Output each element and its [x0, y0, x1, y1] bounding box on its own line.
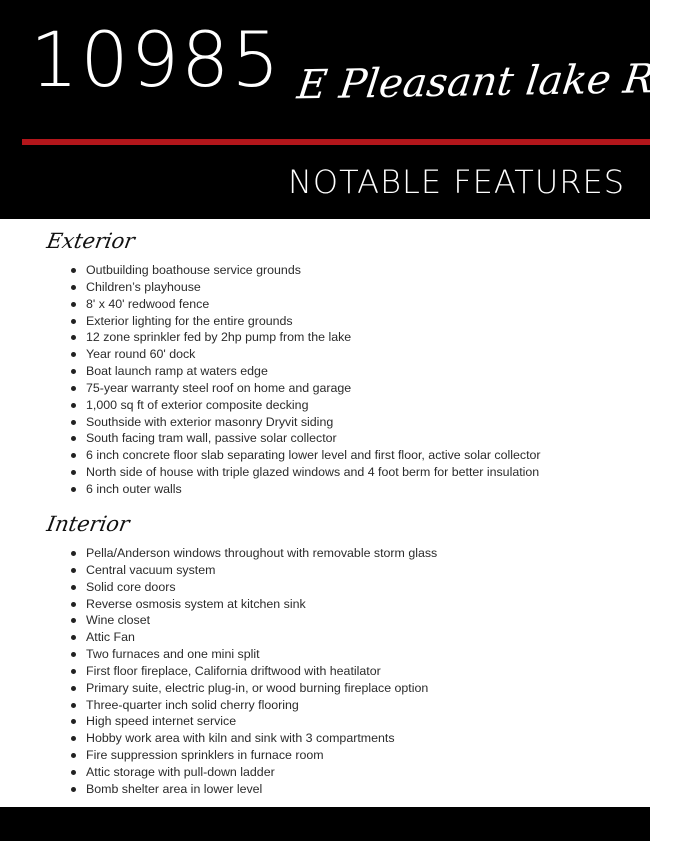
list-item: Southside with exterior masonry Dryvit siding	[68, 414, 638, 431]
list-item: 12 zone sprinkler fed by 2hp pump from the lake	[68, 329, 638, 346]
list-item: 75-year warranty steel roof on home and garage	[68, 380, 638, 397]
list-item: Pella/Anderson windows throughout with removable storm glass	[68, 545, 638, 562]
list-item: South facing tram wall, passive solar collector	[68, 430, 638, 447]
list-item: Attic Fan	[68, 629, 638, 646]
list-item: Year round 60' dock	[68, 346, 638, 363]
list-item: Fire suppression sprinklers in furnace room	[68, 747, 638, 764]
exterior-features-list	[68, 262, 638, 498]
list-item: Attic storage with pull-down ladder	[68, 764, 638, 781]
interior-heading: Interior	[44, 512, 132, 536]
list-item: Three-quarter inch solid cherry flooring	[68, 697, 638, 714]
list-item: Outbuilding boathouse service grounds	[68, 262, 638, 279]
footer-bar	[0, 807, 650, 841]
list-item: 1,000 sq ft of exterior composite decking	[68, 397, 638, 414]
list-item: Hobby work area with kiln and sink with 3 compartments	[68, 730, 638, 747]
page-title: NOTABLE FEATURES	[287, 163, 625, 201]
list-item: Solid core doors	[68, 579, 638, 596]
exterior-heading: Exterior	[44, 229, 137, 253]
list-item: 6 inch outer walls	[68, 481, 638, 498]
list-item: Bomb shelter area in lower level	[68, 781, 638, 798]
header-banner	[0, 0, 695, 219]
red-divider	[22, 139, 650, 145]
street-number: 10985	[30, 15, 282, 104]
street-name: E Pleasant lake Rd.	[294, 55, 695, 109]
list-item: 8' x 40' redwood fence	[68, 296, 638, 313]
list-item: Reverse osmosis system at kitchen sink	[68, 596, 638, 613]
list-item: High speed internet service	[68, 713, 638, 730]
interior-features-list	[68, 545, 638, 798]
list-item: Children’s playhouse	[68, 279, 638, 296]
list-item: 6 inch concrete floor slab separating lower level and first floor, active solar collector	[68, 447, 638, 464]
list-item: Exterior lighting for the entire grounds	[68, 313, 638, 330]
list-item: Central vacuum system	[68, 562, 638, 579]
list-item: Two furnaces and one mini split	[68, 646, 638, 663]
list-item: Wine closet	[68, 612, 638, 629]
list-item: Primary suite, electric plug-in, or wood burning fireplace option	[68, 680, 638, 697]
list-item: First floor fireplace, California driftwood with heatilator	[68, 663, 638, 680]
list-item: Boat launch ramp at waters edge	[68, 363, 638, 380]
list-item: North side of house with triple glazed windows and 4 foot berm for better insulation	[68, 464, 638, 481]
